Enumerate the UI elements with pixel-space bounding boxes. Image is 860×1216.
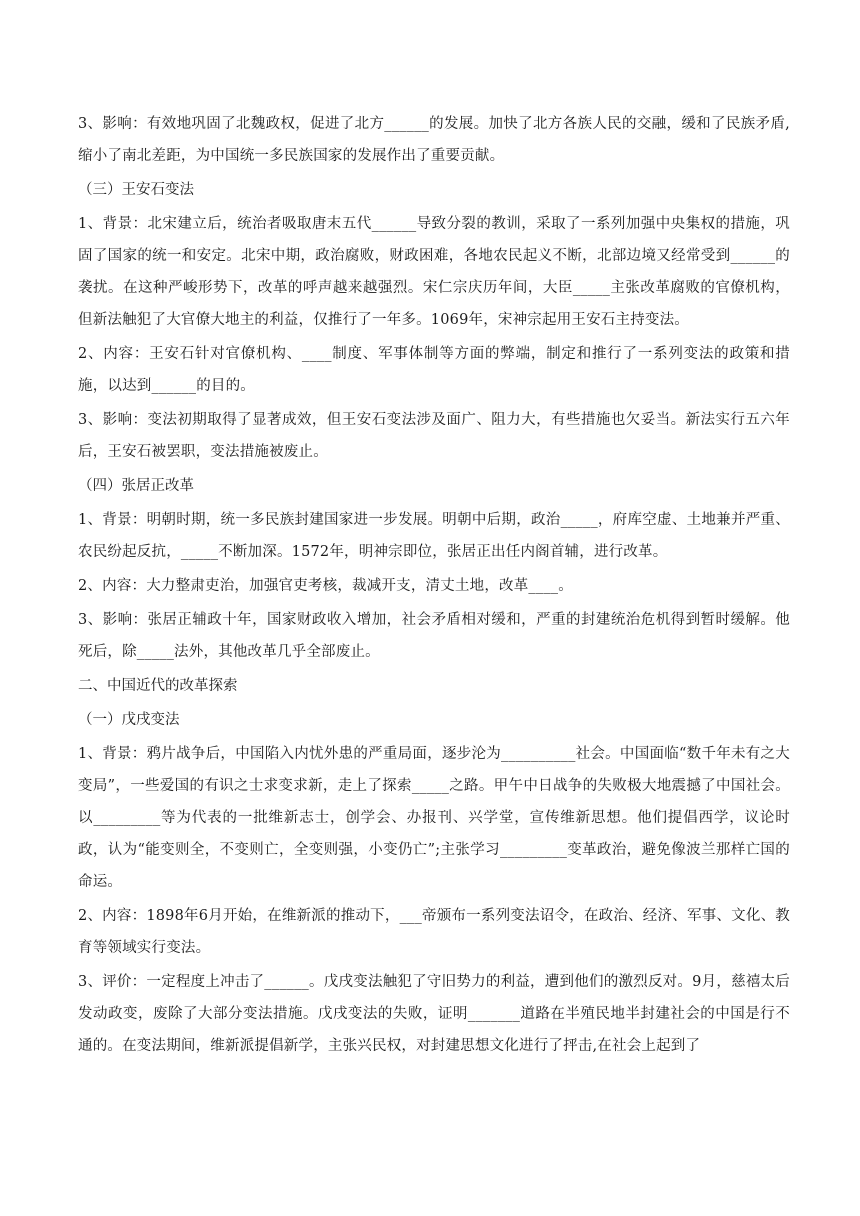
paragraph-beiwei-influence: 3、影响：有效地巩固了北魏政权，促进了北方______的发展。加快了北方各族人民的交融，缓和了民族矛盾,缩小了南北差距，为中国统一多民族国家的发展作出了重要贡献。 <box>78 116 790 164</box>
chapter-heading-modern-reform: 二、中国近代的改革探索 <box>78 678 238 694</box>
document-page <box>78 108 790 1064</box>
paragraph-wuxu-evaluation: 3、评价：一定程度上冲击了______。戊戌变法触犯了守旧势力的利益，遭到他们的激烈反对。9月，慈禧太后发动政变，废除了大部分变法措施。戊戌变法的失败，证明_______道路在半殖民地半封建社会的中国是行不通的。在变法期间，维新派提倡新学，主张兴民权，对封建思想文化进行了抨击,在社会上起到了 <box>78 974 790 1054</box>
paragraph-wang-anshi-influence: 3、影响：变法初期取得了显著成效，但王安石变法涉及面广、阻力大，有些措施也欠妥当。新法实行五六年后，王安石被罢职，变法措施被废止。 <box>78 412 790 460</box>
paragraph-wang-anshi-background: 1、背景：北宋建立后，统治者吸取唐末五代______导致分裂的教训，采取了一系列加强中央集权的措施，巩固了国家的统一和安定。北宋中期，政治腐败，财政困难，各地农民起义不断，北部边境又经常受到______的袭扰。在这种严峻形势下，改革的呼声越来越强烈。宋仁宗庆历年间，大臣_____主张改革腐败的官僚机构，但新法触犯了大官僚大地主的利益，仅推行了一年多。1069年，宋神宗起用王安石主持变法。 <box>78 216 790 328</box>
paragraph-zhang-juzheng-influence: 3、影响：张居正辅政十年，国家财政收入增加，社会矛盾相对缓和，严重的封建统治危机得到暂时缓解。他死后，除_____法外，其他改革几乎全部废止。 <box>78 612 790 660</box>
section-heading-zhang-juzheng: （四）张居正改革 <box>78 478 194 494</box>
paragraph-wuxu-content: 2、内容：1898年6月开始，在维新派的推动下，___帝颁布一系列变法诏令，在政治、经济、军事、文化、教育等领域实行变法。 <box>78 908 790 956</box>
paragraph-wang-anshi-content: 2、内容：王安石针对官僚机构、____制度、军事体制等方面的弊端，制定和推行了一系列变法的政策和措施，以达到______的目的。 <box>78 346 790 394</box>
paragraph-wuxu-background: 1、背景：鸦片战争后，中国陷入内忧外患的严重局面，逐步沦为__________社会。中国面临“数千年未有之大变局”，一些爱国的有识之士求变求新，走上了探索_____之路。甲午中日战争的失败极大地震撼了中国社会。以_________等为代表的一批维新志士，创学会、办报刊、兴学堂，宣传维新思想。他们提倡西学，议论时政，认为“能变则全，不变则亡，全变则强，小变仍亡”;主张学习_________变革政治，避免像波兰那样亡国的命运。 <box>78 746 790 890</box>
section-heading-wuxu-reform: （一）戊戌变法 <box>78 712 180 728</box>
paragraph-zhang-juzheng-background: 1、背景：明朝时期，统一多民族封建国家进一步发展。明朝中后期，政治_____，府库空虚、土地兼并严重、农民纷起反抗，_____不断加深。1572年，明神宗即位，张居正出任内阁首辅，进行改革。 <box>78 512 790 560</box>
paragraph-zhang-juzheng-content: 2、内容：大力整肃吏治，加强官吏考核，裁减开支，清丈土地，改革____。 <box>78 578 573 594</box>
section-heading-wang-anshi: （三）王安石变法 <box>78 182 194 198</box>
